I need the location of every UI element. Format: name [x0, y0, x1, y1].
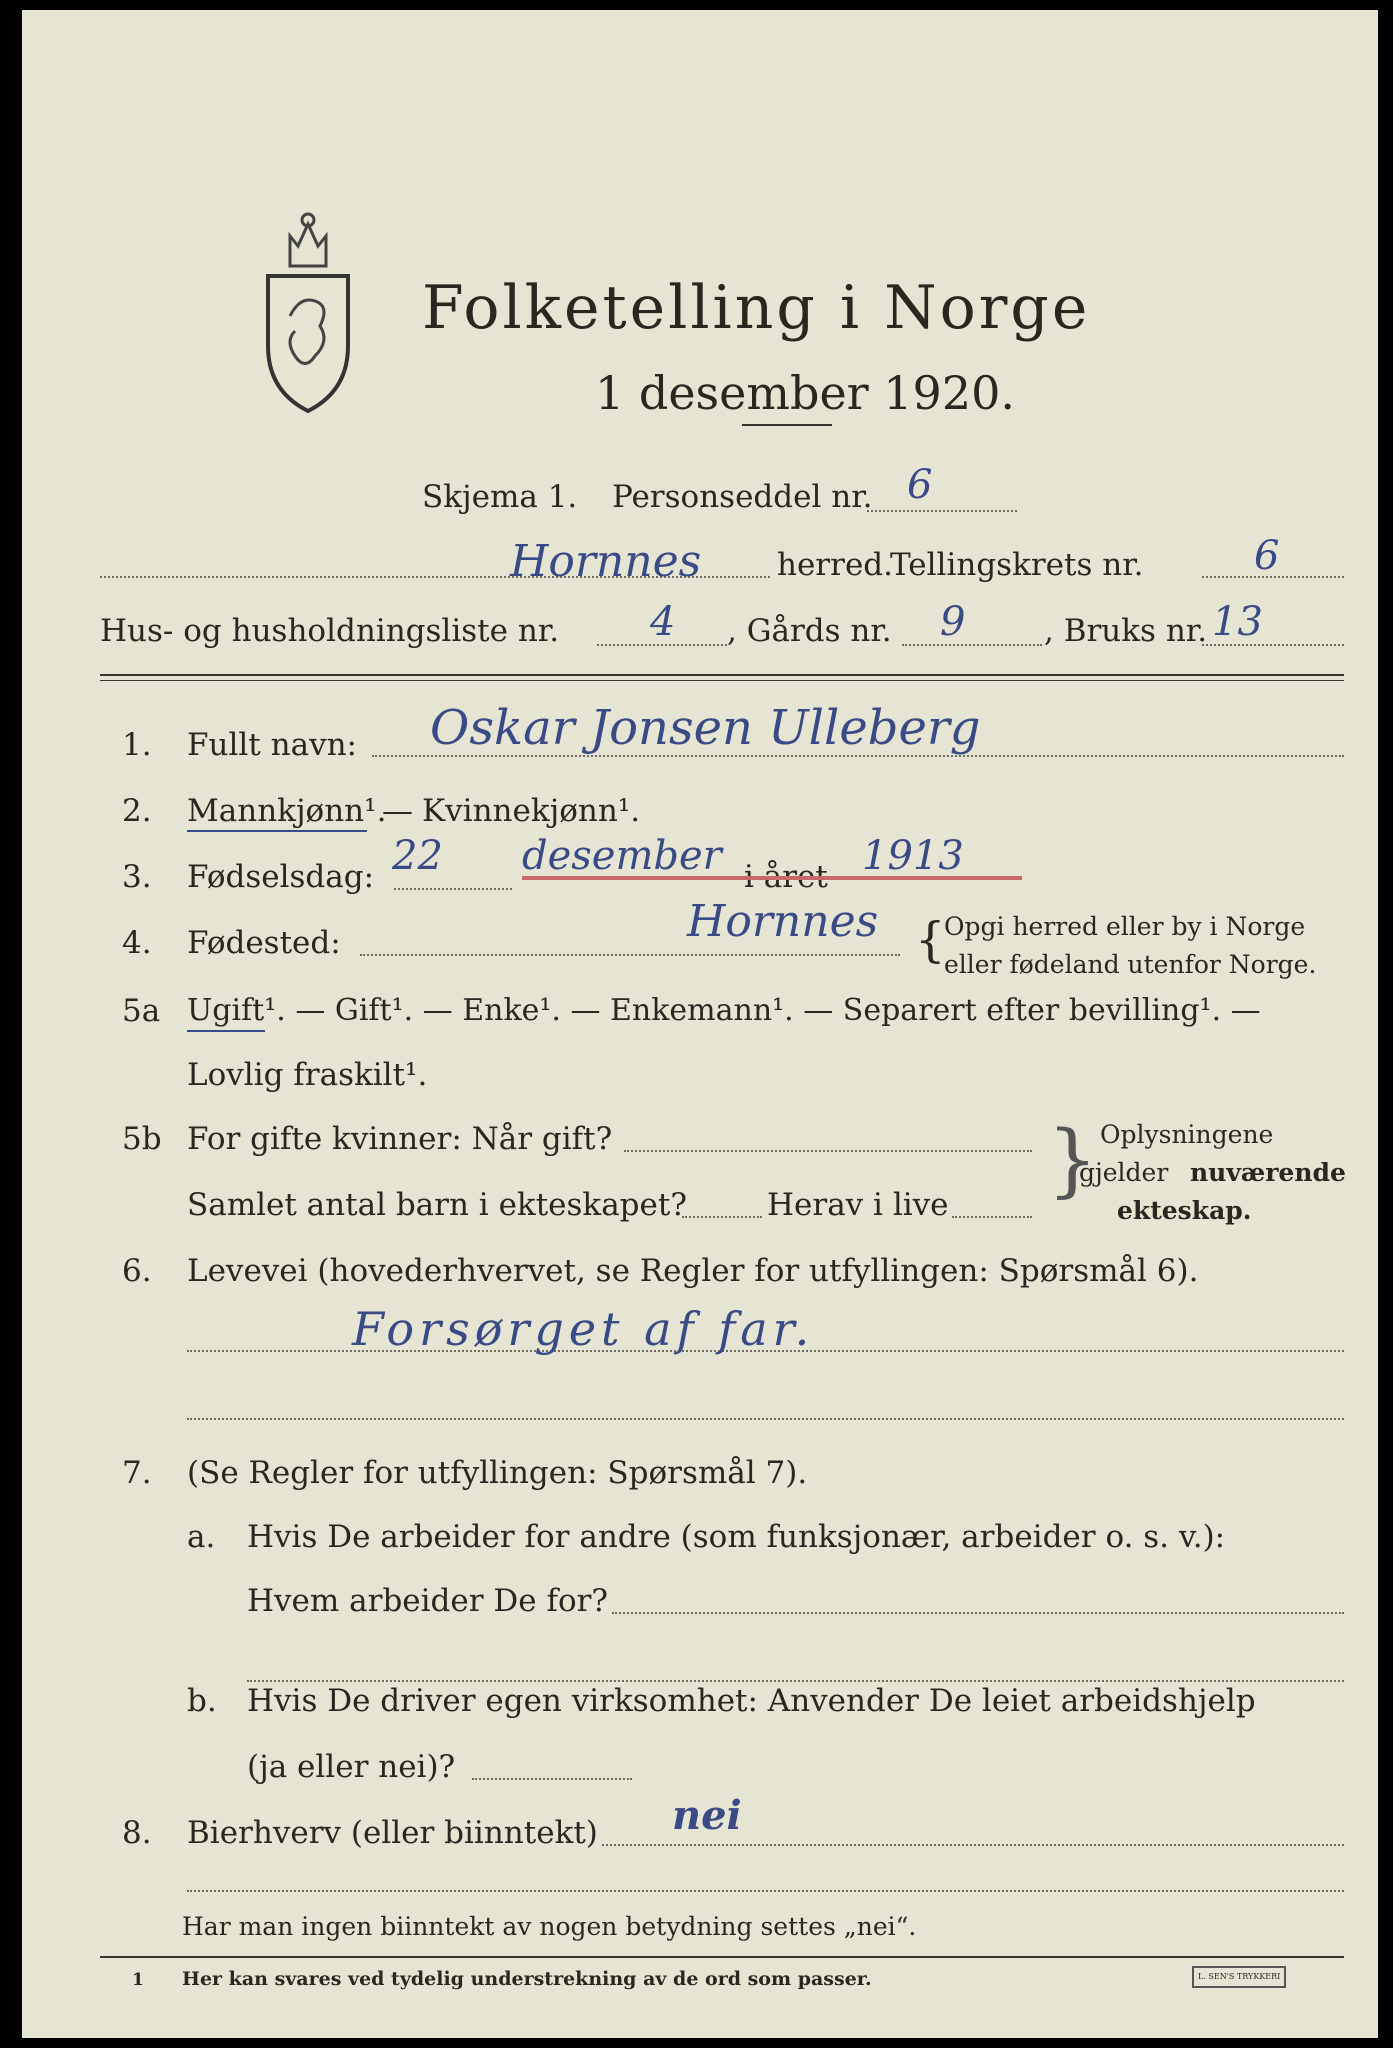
- q3-label: Fødselsdag:: [187, 859, 375, 895]
- q6-label: Levevei (hovederhvervet, se Regler for utfyllingen: Spørsmål 6).: [187, 1253, 1199, 1289]
- civil-status-options-continued: Lovlig fraskilt¹.: [187, 1057, 428, 1093]
- census-date: 1 desember 1920.: [595, 366, 1015, 420]
- personseddel-label: Personseddel nr.: [612, 479, 873, 515]
- gender-separator: —: [382, 793, 413, 829]
- tellingskrets-label: Tellingskrets nr.: [890, 547, 1144, 583]
- civil-status-options: Ugift¹. — Gift¹. — Enke¹. — Enkemann¹. — Separert efter bevilling¹. —: [187, 993, 1261, 1028]
- q7-label: (Se Regler for utfyllingen: Spørsmål 7).: [187, 1455, 808, 1491]
- q7-number: 7.: [122, 1455, 152, 1491]
- footer-divider: [100, 1956, 1344, 1958]
- occupation-value: Forsørget af far.: [352, 1302, 815, 1356]
- q5b-note-line1: Oplysningene: [1100, 1120, 1274, 1149]
- q5a-number: 5a: [122, 993, 161, 1029]
- q5b-brace: }: [1047, 1113, 1098, 1206]
- q7a-line: [612, 1612, 1344, 1614]
- q4-brace: {: [915, 912, 946, 968]
- q7a-line2: [247, 1680, 1344, 1682]
- birthplace-value: Hornnes: [687, 896, 879, 947]
- form-title: Folketelling i Norge: [422, 273, 1091, 343]
- q8-note: Har man ingen biinntekt av nogen betydning settes „nei“.: [182, 1912, 917, 1941]
- q8-label: Bierhverv (eller biinntekt): [187, 1815, 598, 1851]
- printer-stamp: L. SEN'S TRYKKERI: [1192, 1966, 1286, 1988]
- footnote-mark: 1: [132, 1970, 144, 1990]
- q3-line: [394, 888, 512, 890]
- q7b-letter: b.: [187, 1683, 217, 1719]
- header-divider-bottom: [100, 680, 1344, 681]
- header-divider-top: [100, 674, 1344, 676]
- birth-month-value: desember: [522, 833, 722, 879]
- q1-number: 1.: [122, 727, 152, 763]
- full-name-value: Oskar Jonsen Ulleberg: [430, 700, 981, 756]
- q6-number: 6.: [122, 1253, 152, 1289]
- q7b-line1: Hvis De driver egen virksomhet: Anvender De leiet arbeidshjelp: [247, 1683, 1256, 1719]
- q7a-letter: a.: [187, 1519, 216, 1555]
- herred-label: herred.: [777, 547, 893, 583]
- skjema-label: Skjema 1.: [422, 479, 578, 515]
- husliste-value: 4: [650, 599, 676, 645]
- q7b-line2: (ja eller nei)?: [247, 1749, 456, 1785]
- q8-number: 8.: [122, 1815, 152, 1851]
- gards-line: [902, 644, 1042, 646]
- q4-number: 4.: [122, 925, 152, 961]
- birth-day-value: 22: [392, 833, 443, 879]
- q7a-line2: Hvem arbeider De for?: [247, 1583, 609, 1619]
- year-label: i året: [744, 859, 828, 895]
- q4-note-line1: Opgi herred eller by i Norge: [944, 912, 1306, 941]
- q4-note-line2: eller fødeland utenfor Norge.: [944, 950, 1317, 979]
- q8-line: [602, 1844, 1344, 1846]
- bruks-label: , Bruks nr.: [1044, 613, 1208, 649]
- q5b-note-line2a: gjelder: [1079, 1158, 1169, 1187]
- q3-number: 3.: [122, 859, 152, 895]
- gards-label: , Gårds nr.: [727, 613, 892, 649]
- census-form-sheet: [22, 10, 1378, 2038]
- mannkjonn-label: Mannkjønn¹.: [187, 793, 387, 829]
- q5b-line2b: Herav i live: [767, 1187, 949, 1223]
- personseddel-value: 6: [907, 462, 933, 508]
- q5b-line1: For gifte kvinner: Når gift?: [187, 1121, 613, 1157]
- q5b-note-line3: ekteskap.: [1117, 1196, 1252, 1225]
- q8-line2: [187, 1890, 1344, 1892]
- q4-label: Fødested:: [187, 925, 341, 961]
- q5b-children-line: [682, 1216, 762, 1218]
- q5b-married-line: [624, 1150, 1032, 1152]
- q5b-line2a: Samlet antal barn i ekteskapet?: [187, 1187, 687, 1223]
- personseddel-line: [867, 510, 1017, 512]
- tellingskrets-value: 6: [1254, 533, 1280, 579]
- ugift-underline: [187, 1030, 265, 1032]
- q7b-line: [472, 1778, 632, 1780]
- q5b-alive-line: [952, 1216, 1032, 1218]
- side-income-value: nei: [672, 1792, 742, 1839]
- q5b-number: 5b: [122, 1121, 162, 1157]
- q4-line: [360, 954, 900, 956]
- q6-line2: [187, 1418, 1344, 1420]
- q1-label: Fullt navn:: [187, 727, 357, 763]
- norwegian-coat-of-arms-emblem: [260, 206, 356, 416]
- birth-date-strikethrough: [522, 876, 1022, 880]
- bruks-value: 13: [1212, 599, 1263, 645]
- gards-value: 9: [940, 599, 966, 645]
- birth-year-value: 1913: [862, 833, 964, 879]
- kvinnekjonn-label: Kvinnekjønn¹.: [422, 793, 641, 829]
- herred-value: Hornnes: [510, 536, 702, 587]
- footnote-text: Her kan svares ved tydelig understrekning av de ord som passer.: [182, 1968, 872, 1990]
- husliste-label: Hus- og husholdningsliste nr.: [100, 613, 560, 649]
- q7a-line1: Hvis De arbeider for andre (som funksjonær, arbeider o. s. v.):: [247, 1519, 1226, 1555]
- q5b-note-line2b: nuværende: [1190, 1158, 1346, 1187]
- title-divider: [742, 424, 832, 426]
- mannkjonn-underline: [187, 830, 367, 832]
- q2-number: 2.: [122, 793, 152, 829]
